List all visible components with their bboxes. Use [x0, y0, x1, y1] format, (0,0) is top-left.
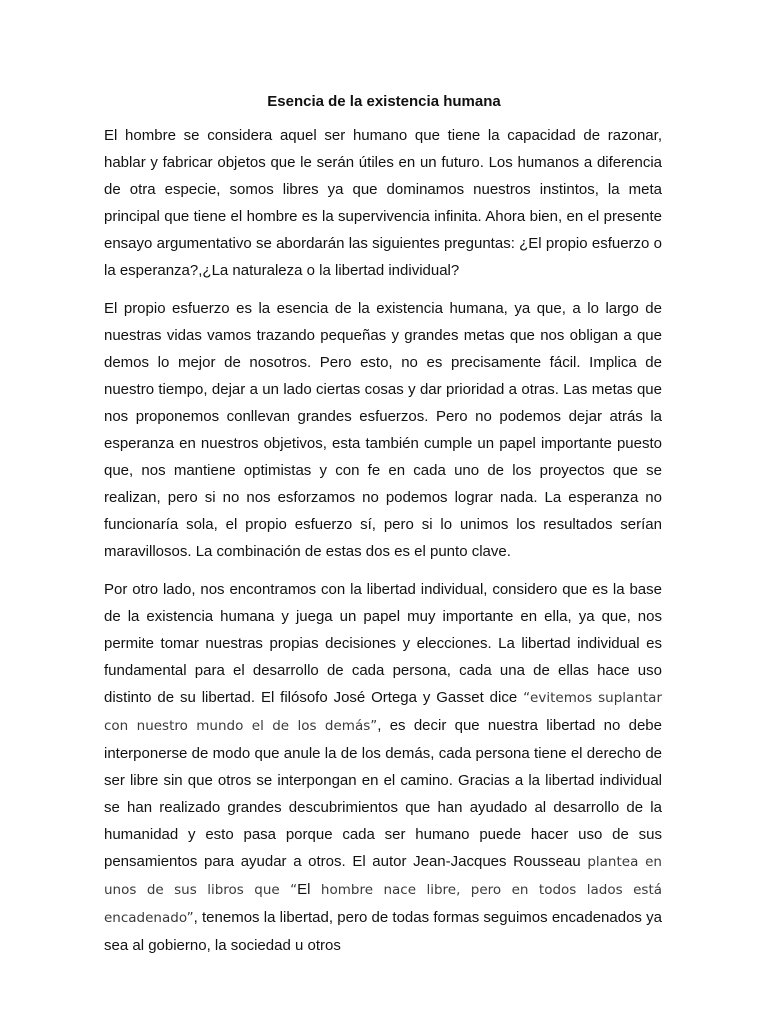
paragraph-3-text-3: , tenemos la libertad, pero de todas formas seguimos encadenados ya sea al gobierno, la sociedad u otros: [104, 909, 662, 954]
rousseau-quote-start: El: [297, 881, 311, 898]
ortega-quote: “evitemos suplantar con nuestro mundo el de los demás”: [104, 690, 663, 734]
document-body: [104, 122, 662, 970]
rousseau-quote: hombre nace libre, pero en todos lados está encadenado”: [104, 882, 663, 926]
paragraph-2: El propio esfuerzo es la esencia de la existencia humana, ya que, a lo largo de nuestras vidas vamos trazando pequeñas y grandes metas que nos obligan a que demos lo mejor de nosotros. Pero esto, no es precisamente fácil. Implica de nuestro tiempo, dejar a un lado ciertas cosas y dar prioridad a otras. Las metas que nos proponemos conllevan grandes esfuerzos. Pero no podemos dejar atrás la esperanza en nuestros objetivos, esta también cumple un papel importante puesto que, nos mantiene optimistas y con fe en cada uno de los proyectos que se realizan, pero si no nos esforzamos no podemos lograr nada. La esperanza no funcionaría sola, el propio esfuerzo sí, pero si lo unimos los resultados serían maravillosos. La combinación de estas dos es el punto clave.: [104, 300, 662, 560]
paragraph-1: El hombre se considera aquel ser humano que tiene la capacidad de razonar, hablar y fabricar objetos que le serán útiles en un futuro. Los humanos a diferencia de otra especie, somos libres ya que dominamos nuestros instintos, la meta principal que tiene el hombre es la supervivencia infinita. Ahora bien, en el presente ensayo argumentativo se abordarán las siguientes preguntas: ¿El propio esfuerzo o la esperanza?,¿La naturaleza o la libertad individual?: [104, 127, 662, 279]
rousseau-quote-intro: plantea en unos de sus libros que “: [104, 854, 662, 898]
document-title: Esencia de la existencia humana: [267, 93, 501, 110]
paragraph-3: [104, 576, 662, 959]
paragraph-3-text-2: , es decir que nuestra libertad no debe interponerse de modo que anule la de los demás, cada persona tiene el derecho de ser libre sin que otros se interpongan en el camino. Gracias a la libertad individual se han realizado grandes descubrimientos que han ayudado al desarrollo de la humanidad y esto pasa porque cada ser humano puede hacer uso de sus pensamientos para ayudar a otros. El autor Jean-Jacques Rousseau: [104, 717, 662, 870]
paragraph-3-text-1: Por otro lado, nos encontramos con la libertad individual, considero que es la base de la existencia humana y juega un papel muy importante en ella, ya que, nos permite tomar nuestras propias decisiones y elecciones. La libertad individual es fundamental para el desarrollo de cada persona, cada una de ellas hace uso distinto de su libertad. El filósofo José Ortega y Gasset dice: [104, 581, 662, 706]
